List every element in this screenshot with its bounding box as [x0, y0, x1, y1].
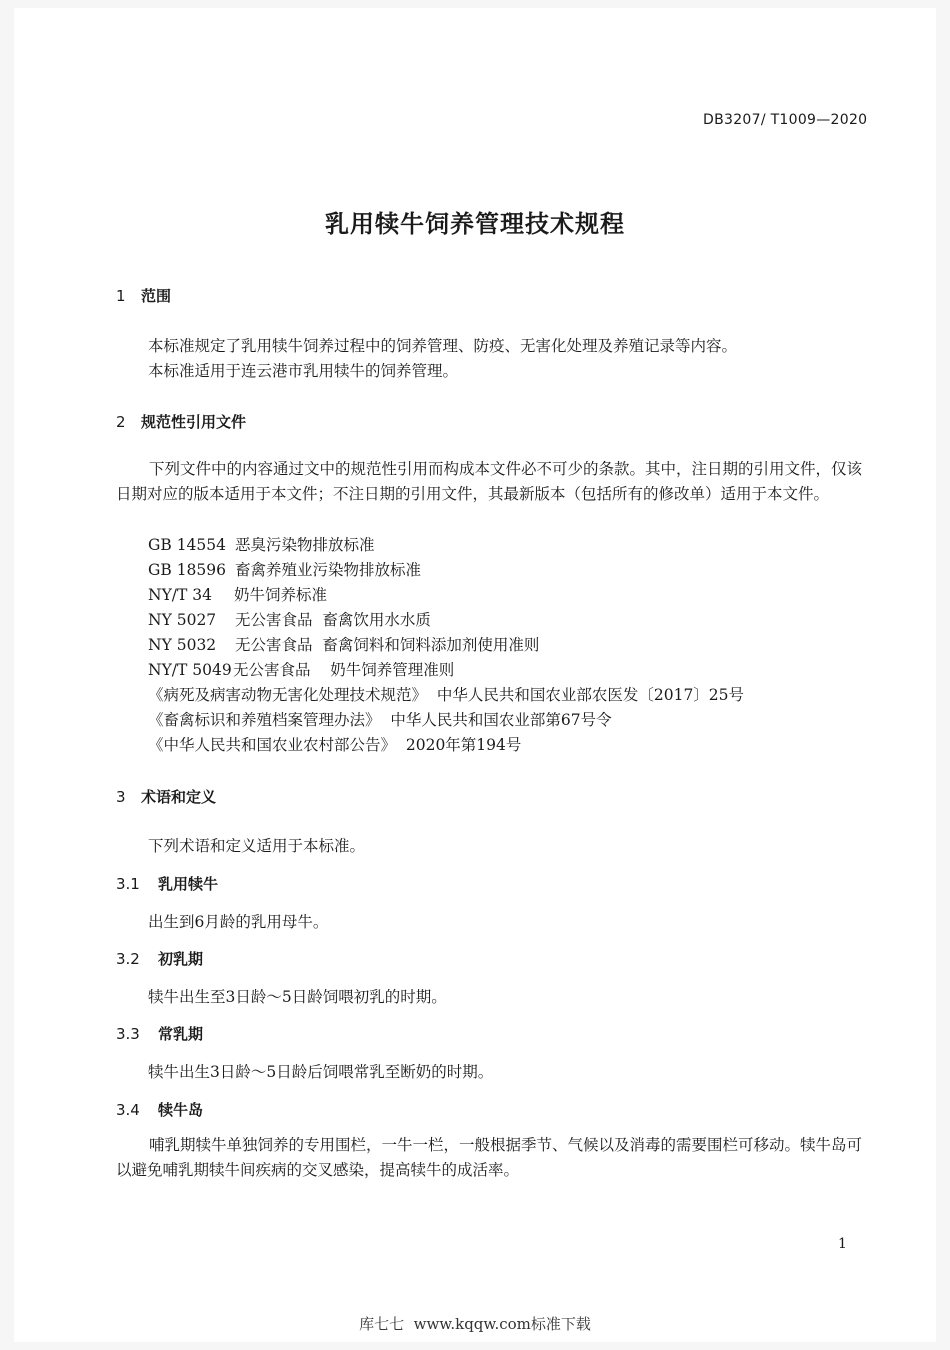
reference-item — [148, 633, 539, 655]
reference-item — [148, 583, 327, 605]
regulation-item: 《病死及病害动物无害化处理技术规范》 中华人民共和国农业部农医发〔2017〕25号 — [148, 686, 745, 704]
reference-code: NY/T 34 — [148, 586, 213, 604]
term-number: 3.2 — [116, 950, 140, 968]
reference-item — [148, 608, 431, 630]
section-heading-scope — [116, 285, 171, 306]
reference-code: NY 5027 — [148, 611, 217, 629]
term-title: 犊牛岛 — [158, 1101, 204, 1119]
reference-item — [148, 533, 375, 555]
paragraph: 本标准适用于连云港市乳用犊牛的饲养管理。 — [148, 362, 459, 380]
term-number: 3.3 — [116, 1025, 140, 1043]
section-title: 范围 — [141, 287, 172, 305]
regulation-item: 《畜禽标识和养殖档案管理办法》 中华人民共和国农业部第67号令 — [148, 711, 612, 729]
term-number: 3.1 — [116, 875, 140, 893]
term-number: 3.4 — [116, 1101, 140, 1119]
reference-code: GB 14554 — [148, 536, 227, 554]
paragraph: 本标准规定了乳用犊牛饲养过程中的饲养管理、防疫、无害化处理及养殖记录等内容。 — [148, 337, 738, 355]
term-definition: 出生到6月龄的乳用母牛。 — [148, 913, 329, 931]
term-definition: 犊牛出生至3日龄～5日龄饲喂初乳的时期。 — [148, 988, 447, 1006]
term-definition: 哺乳期犊牛单独饲养的专用围栏，一牛一栏，一般根据季节、气候以及消毒的需要围栏可移动。犊牛岛可以避免哺乳期犊牛间疾病的交叉感染，提高犊牛的成活率。 — [116, 1136, 863, 1179]
reference-item — [148, 558, 421, 580]
term-title: 乳用犊牛 — [158, 875, 219, 893]
reference-title: 奶牛饲养标准 — [234, 586, 328, 604]
reference-title: 无公害食品 奶牛饲养管理准则 — [233, 661, 455, 679]
term-heading — [116, 1099, 203, 1120]
document-number: DB3207/ T1009—2020 — [703, 112, 868, 128]
footer-watermark: 库七七 www.kqqw.com标准下载 — [359, 1315, 591, 1333]
term-heading — [116, 873, 218, 894]
reference-item — [148, 658, 454, 680]
reference-title: 无公害食品 畜禽饲料和饲料添加剂使用准则 — [235, 636, 540, 654]
section-number: 1 — [116, 287, 126, 305]
document-title: 乳用犊牛饲养管理技术规程 — [325, 210, 625, 238]
reference-title: 无公害食品 畜禽饮用水水质 — [235, 611, 431, 629]
term-definition: 犊牛出生3日龄～5日龄后饲喂常乳至断奶的时期。 — [148, 1063, 494, 1081]
section-title: 规范性引用文件 — [141, 413, 247, 431]
section-heading-normative-references — [116, 411, 246, 432]
page-number: 1 — [838, 1236, 847, 1252]
reference-code: NY/T 5049 — [148, 661, 232, 679]
term-heading — [116, 948, 203, 969]
reference-title: 恶臭污染物排放标准 — [235, 536, 375, 554]
regulation-item: 《中华人民共和国农业农村部公告》 2020年第194号 — [148, 736, 522, 754]
term-title: 初乳期 — [158, 950, 204, 968]
references-intro-paragraph: 下列文件中的内容通过文中的规范性引用而构成本文件必不可少的条款。其中，注日期的引用文件，仅该日期对应的版本适用于本文件；不注日期的引用文件，其最新版本（包括所有的修改单）适用于本文件。 — [116, 460, 863, 503]
section-title: 术语和定义 — [141, 788, 217, 806]
section-number: 3 — [116, 788, 126, 806]
reference-code: NY 5032 — [148, 636, 217, 654]
section-heading-terms — [116, 786, 216, 807]
reference-code: GB 18596 — [148, 561, 227, 579]
reference-title: 畜禽养殖业污染物排放标准 — [235, 561, 422, 579]
paragraph: 下列术语和定义适用于本标准。 — [148, 837, 366, 855]
section-number: 2 — [116, 413, 126, 431]
term-heading — [116, 1023, 203, 1044]
term-title: 常乳期 — [158, 1025, 204, 1043]
